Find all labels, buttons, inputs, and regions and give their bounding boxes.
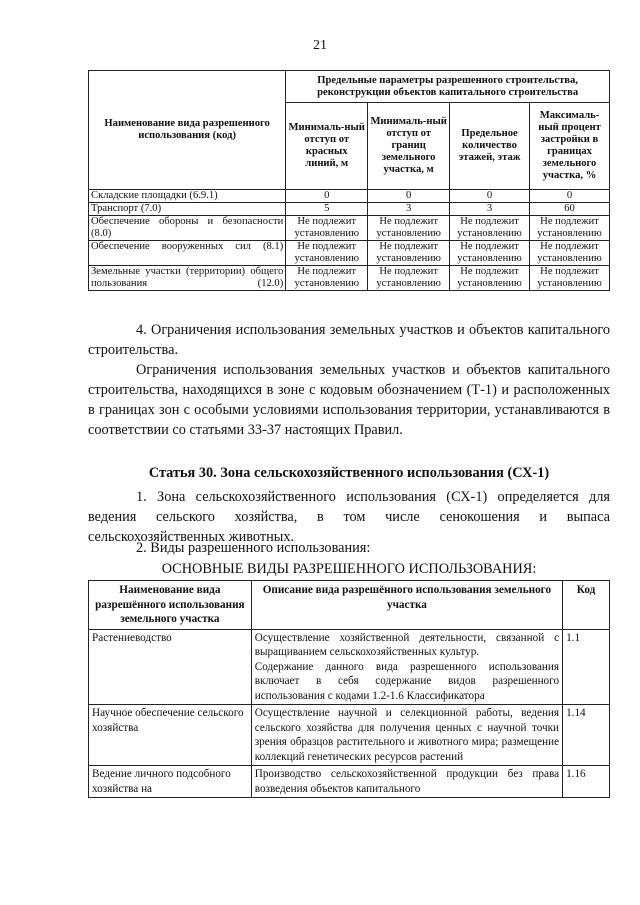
t1-row-name: Обеспечение обороны и безопасности (8.0) xyxy=(89,216,286,241)
table-row xyxy=(89,216,610,241)
t2-row-code: 1.16 xyxy=(563,766,610,798)
parameters-table xyxy=(88,70,610,291)
t1-header-group: Предельные параметры разрешенного строительства, реконструкции объектов капитального строительства xyxy=(286,71,610,103)
t1-cell: 3 xyxy=(450,203,530,216)
t2-row-code: 1.14 xyxy=(563,705,610,766)
paragraph-restrictions-title: 4. Ограничения использования земельных участков и объектов капитального строительства. xyxy=(88,322,610,358)
t1-cell: Не подлежит установлению xyxy=(530,241,610,266)
t1-cell: Не подлежит установлению xyxy=(530,266,610,291)
paragraph-zone-definition: 1. Зона сельскохозяйственного использования (СХ-1) определяется для ведения сельского хозяйства, в том числе сенокошения и выпаса сельскохозяйственных животных. xyxy=(88,489,610,545)
t2-row-description xyxy=(251,629,562,705)
t1-header-name: Наименование вида разрешенного использования (код) xyxy=(89,71,286,190)
t2-row-description: Производство сельскохозяйственной продукции без права возведения объектов капитального xyxy=(251,766,562,798)
t1-cell: Не подлежит установлению xyxy=(450,266,530,291)
table-row xyxy=(89,766,610,798)
t1-cell: 0 xyxy=(368,190,450,203)
t2-row-description: Осуществление научной и селекционной работы, ведения сельского хозяйства для получения ценных с научной точки зрения образцов растительного и животного мира; размещение коллекций генетических ресурсов растений xyxy=(251,705,562,766)
t2-row-name: Растениеводство xyxy=(89,629,252,705)
t2-header-code: Код xyxy=(563,581,610,630)
table-row xyxy=(89,241,610,266)
t1-row-name: Транспорт (7.0) xyxy=(89,203,286,216)
t1-cell: Не подлежит установлению xyxy=(286,216,368,241)
table-row xyxy=(89,190,610,203)
t2-description-part: Содержание данного вида разрешенного использования включает в себя содержание видов разрешенного использования с кодами 1.2-1.6 Классификатора xyxy=(254,660,560,702)
t2-row-name: Ведение личного подсобного хозяйства на xyxy=(89,766,252,798)
t1-cell: Не подлежит установлению xyxy=(450,241,530,266)
paragraph-use-types: 2. Виды разрешенного использования: xyxy=(136,540,371,556)
main-types-caption: ОСНОВНЫЕ ВИДЫ РАЗРЕШЕННОГО ИСПОЛЬЗОВАНИЯ: xyxy=(161,561,537,577)
t2-header-name: Наименование вида разрешённого использования земельного участка xyxy=(89,581,252,630)
t2-header-description: Описание вида разрешённого использования земельного участка xyxy=(251,581,562,630)
table-row xyxy=(89,266,610,291)
page-number: 21 xyxy=(313,38,327,53)
t1-cell: 60 xyxy=(530,203,610,216)
t1-cell: Не подлежит установлению xyxy=(286,241,368,266)
t1-header-col: Предельное количество этажей, этаж xyxy=(450,103,530,190)
t1-row-name: Земельные участки (территории) общего пользования (12.0) xyxy=(89,266,286,291)
t1-cell: 0 xyxy=(286,190,368,203)
t1-cell: Не подлежит установлению xyxy=(530,216,610,241)
t1-cell: 3 xyxy=(368,203,450,216)
t2-row-name: Научное обеспечение сельского хозяйства xyxy=(89,705,252,766)
t2-description-part: Осуществление хозяйственной деятельности, связанной с выращиванием сельскохозяйственных культур. xyxy=(254,631,560,658)
table-row xyxy=(89,705,610,766)
table-row xyxy=(89,629,610,705)
t1-header-col: Минималь-ный отступ от границ земельного участка, м xyxy=(368,103,450,190)
t1-cell: Не подлежит установлению xyxy=(368,216,450,241)
t2-row-code: 1.1 xyxy=(563,629,610,705)
t1-cell: Не подлежит установлению xyxy=(450,216,530,241)
t1-row-name: Обеспечение вооруженных сил (8.1) xyxy=(89,241,286,266)
paragraph-restrictions-body: Ограничения использования земельных участков и объектов капитального строительства, находящихся в зоне с кодовым обозначением (Т-1) и расположенных в границах зон с особыми условиями использования территории, устанавливаются в соответствии со статьями 33-37 настоящих Правил. xyxy=(88,362,610,438)
t1-cell: Не подлежит установлению xyxy=(368,266,450,291)
t1-cell: 0 xyxy=(450,190,530,203)
t1-header-col: Минималь-ный отступ от красных линий, м xyxy=(286,103,368,190)
main-types-table xyxy=(88,580,610,798)
t1-header-col: Максималь-ный процент застройки в границах земельного участка, % xyxy=(530,103,610,190)
t1-row-name: Складские площадки (6.9.1) xyxy=(89,190,286,203)
table-row xyxy=(89,203,610,216)
t1-cell: 5 xyxy=(286,203,368,216)
t1-cell: 0 xyxy=(530,190,610,203)
t1-cell: Не подлежит установлению xyxy=(286,266,368,291)
t1-cell: Не подлежит установлению xyxy=(368,241,450,266)
article-heading: Статья 30. Зона сельскохозяйственного использования (СХ-1) xyxy=(148,465,550,481)
